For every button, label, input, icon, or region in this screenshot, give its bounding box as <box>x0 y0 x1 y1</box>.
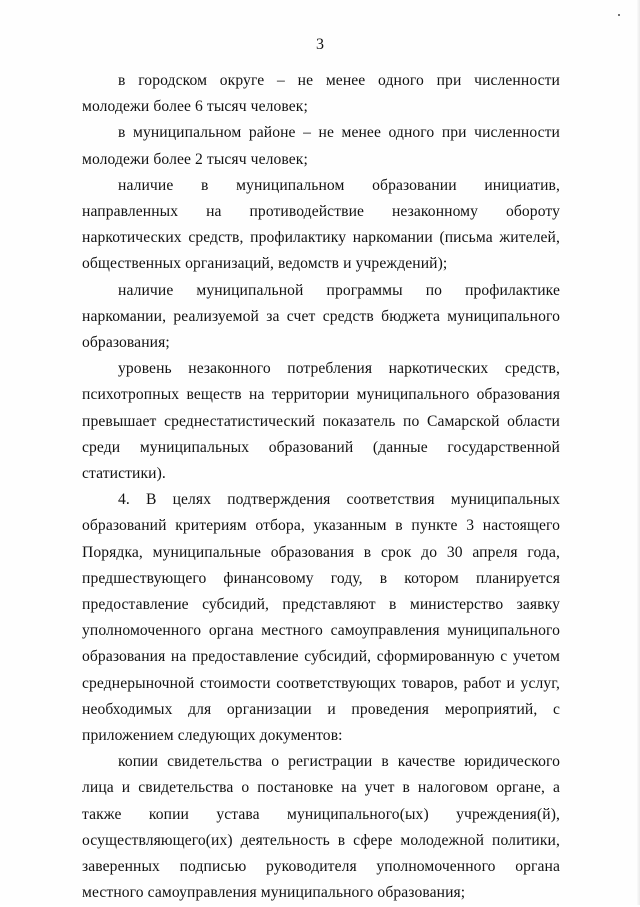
scan-speck <box>618 14 620 16</box>
paragraph-consumption-level: уровень незаконного потребления наркотических средств, психотропных веществ на территории муниципального образования превышает среднестатистический показатель по Самарской области среди муниципальных образований (данные государственной статистики). <box>82 360 560 483</box>
paragraph-initiatives: наличие в муниципальном образовании инициатив, направленных на противодействие незаконному обороту наркотических средств, профилактику наркомании (письма жителей, общественных организаций, ведомств и учреждений); <box>82 176 560 273</box>
paragraph-municipal-program: наличие муниципальной программы по профилактике наркомании, реализуемой за счет средств бюджета муниципального образования; <box>82 281 560 352</box>
document-body <box>82 68 560 907</box>
page-number: 3 <box>316 36 324 53</box>
paragraph-city-district: в городском округе – не менее одного при численности молодежи более 6 тысяч человек; <box>82 72 560 116</box>
paragraph-section-4: 4. В целях подтверждения соответствия муниципальных образований критериям отбора, указанным в пункте 3 настоящего Порядка, муниципальные образования в срок до 30 апреля года, предшествующего финансовому году, в котором планируется предоставление субсидий, представляют в министерство заявку уполномоченного органа местного самоуправления муниципального образования на предоставление субсидий, сформированную с учетом среднерыночной стоимости соответствующих товаров, работ и услуг, необходимых для организации и проведения мероприятий, с приложением следующих документов: <box>82 491 560 745</box>
paragraph-registration-copies: копии свидетельства о регистрации в качестве юридического лица и свидетельства о постановке на учет в налоговом органе, а также копии устава муниципального(ых) учреждения(й), осуществляющего(их) деятельность в сфере молодежной политики, заверенных подписью руководителя уполномоченного органа местного самоуправления муниципального образования; <box>82 753 560 902</box>
paragraph-municipal-area: в муниципальном районе – не менее одного при численности молодежи более 2 тысяч человек; <box>82 124 560 168</box>
